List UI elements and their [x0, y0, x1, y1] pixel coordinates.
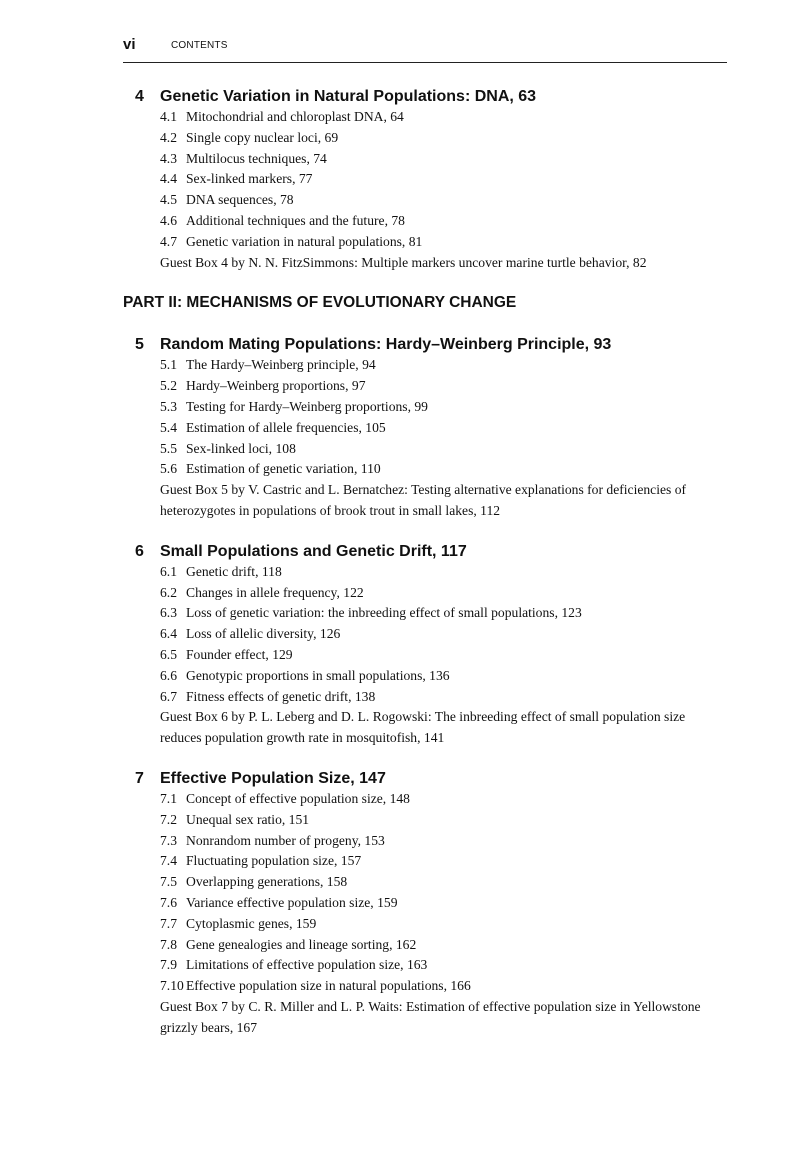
section-title: Limitations of effective population size, 163 [186, 957, 428, 973]
guest-box-entry[interactable]: Guest Box 5 by V. Castric and L. Bernatchez: Testing alternative explanations for deficiencies of heterozygotes in populations of brook trout in small lakes, 112 [160, 482, 687, 518]
section-title: Fitness effects of genetic drift, 138 [186, 688, 376, 704]
section-title: Multilocus techniques, 74 [186, 150, 327, 166]
part-heading: PART II: MECHANISMS OF EVOLUTIONARY CHANGE [123, 294, 517, 312]
chapter-number: 5 [135, 336, 144, 354]
section-entry[interactable] [123, 851, 733, 872]
chapter-number: 7 [135, 769, 144, 787]
section-entry[interactable] [123, 418, 733, 439]
section-title: Concept of effective population size, 148 [186, 790, 410, 806]
guest-box-entry[interactable]: Guest Box 6 by P. L. Leberg and D. L. Rogowski: The inbreeding effect of small population size reduces population growth rate in mosquitofish, 141 [160, 709, 686, 746]
section-number: 5.4 [160, 419, 177, 435]
section-entry[interactable] [123, 376, 733, 397]
section-number: 6.7 [160, 688, 177, 704]
section-number: 7.3 [160, 832, 177, 848]
section-entry[interactable] [123, 397, 733, 418]
chapter-title-text: Effective Population Size, 147 [160, 769, 386, 787]
section-number: 7.4 [160, 853, 177, 869]
running-title: CONTENTS [171, 40, 228, 51]
section-entry[interactable] [123, 893, 733, 914]
table-of-contents [123, 86, 733, 1057]
section-number: 7.10 [160, 978, 184, 994]
section-title: Estimation of allele frequencies, 105 [186, 419, 386, 435]
section-entry[interactable] [123, 169, 733, 190]
section-entry[interactable] [123, 459, 733, 480]
section-title: Fluctuating population size, 157 [186, 853, 362, 869]
section-entry[interactable] [123, 831, 733, 852]
section-number: 5.5 [160, 440, 177, 456]
section-title: Nonrandom number of progeny, 153 [186, 832, 385, 848]
section-title: Unequal sex ratio, 151 [186, 811, 310, 827]
section-entry[interactable] [123, 666, 733, 687]
running-header [123, 36, 727, 63]
section-title: Sex-linked loci, 108 [186, 440, 296, 456]
section-title: Testing for Hardy–Weinberg proportions, 99 [186, 398, 428, 414]
section-number: 7.5 [160, 874, 177, 890]
section-title: DNA sequences, 78 [186, 192, 294, 208]
section-entry[interactable] [123, 789, 733, 810]
section-number: 7.1 [160, 790, 177, 806]
section-title: Effective population size in natural populations, 166 [186, 978, 471, 994]
section-entry[interactable] [123, 107, 733, 128]
guest-box-entry[interactable]: Guest Box 4 by N. N. FitzSimmons: Multiple markers uncover marine turtle behavior, 82 [160, 254, 647, 270]
chapter-title[interactable] [123, 768, 733, 789]
section-entry[interactable] [123, 562, 733, 583]
section-title: Estimation of genetic variation, 110 [186, 461, 381, 477]
section-number: 7.2 [160, 811, 177, 827]
section-entry[interactable] [123, 624, 733, 645]
section-title: Mitochondrial and chloroplast DNA, 64 [186, 109, 404, 124]
section-title: Genetic drift, 118 [186, 563, 282, 579]
chapter-6 [123, 541, 733, 749]
section-number: 6.2 [160, 584, 177, 600]
section-number: 5.2 [160, 378, 177, 394]
section-number: 7.6 [160, 894, 177, 910]
section-entry[interactable] [123, 935, 733, 956]
chapter-title-text: Genetic Variation in Natural Populations: DNA, 63 [160, 88, 537, 105]
section-entry[interactable] [123, 149, 733, 170]
section-title: Gene genealogies and lineage sorting, 162 [186, 936, 417, 952]
section-number: 6.3 [160, 605, 177, 621]
section-number: 6.6 [160, 667, 177, 683]
section-number: 4.5 [160, 192, 177, 208]
section-number: 6.5 [160, 646, 177, 662]
section-number: 6.4 [160, 626, 177, 642]
section-number: 4.6 [160, 212, 177, 228]
section-title: The Hardy–Weinberg principle, 94 [186, 357, 376, 373]
chapter-title[interactable] [123, 86, 733, 107]
section-number: 5.1 [160, 357, 177, 373]
section-entry[interactable] [123, 914, 733, 935]
section-entry[interactable] [123, 355, 733, 376]
section-entry[interactable] [123, 810, 733, 831]
section-title: Overlapping generations, 158 [186, 874, 348, 890]
section-title: Additional techniques and the future, 78 [186, 212, 405, 228]
section-title: Genotypic proportions in small populations, 136 [186, 667, 450, 683]
section-entry[interactable] [123, 232, 733, 253]
section-entry[interactable] [123, 439, 733, 460]
chapter-number: 6 [135, 542, 144, 560]
section-title: Single copy nuclear loci, 69 [186, 129, 339, 145]
section-entry[interactable] [123, 976, 733, 997]
chapter-title[interactable] [123, 541, 733, 562]
section-title: Changes in allele frequency, 122 [186, 584, 364, 600]
section-title: Genetic variation in natural populations, 81 [186, 233, 423, 249]
chapter-5 [123, 334, 733, 521]
section-entry[interactable] [123, 687, 733, 708]
section-entry[interactable] [123, 955, 733, 976]
section-number: 4.3 [160, 150, 177, 166]
section-entry[interactable] [123, 128, 733, 149]
section-entry[interactable] [123, 211, 733, 232]
section-entry[interactable] [123, 645, 733, 666]
section-title: Founder effect, 129 [186, 646, 293, 662]
section-entry[interactable] [123, 603, 733, 624]
section-number: 7.9 [160, 957, 177, 973]
page-number: vi [123, 36, 136, 53]
chapter-number: 4 [135, 88, 144, 105]
section-entry[interactable] [123, 872, 733, 893]
section-number: 4.2 [160, 129, 177, 145]
chapter-title-text: Small Populations and Genetic Drift, 117 [160, 542, 467, 560]
section-entry[interactable] [123, 190, 733, 211]
chapter-title[interactable] [123, 334, 733, 355]
chapter-7 [123, 768, 733, 1039]
section-title: Variance effective population size, 159 [186, 894, 398, 910]
section-number: 4.4 [160, 171, 177, 187]
section-title: Loss of genetic variation: the inbreeding effect of small populations, 123 [186, 605, 582, 621]
section-title: Loss of allelic diversity, 126 [186, 626, 341, 642]
section-number: 6.1 [160, 563, 177, 579]
section-number: 5.6 [160, 461, 177, 477]
section-entry[interactable] [123, 583, 733, 604]
section-number: 7.7 [160, 915, 177, 931]
section-title: Sex-linked markers, 77 [186, 171, 313, 187]
guest-box-entry[interactable]: Guest Box 7 by C. R. Miller and L. P. Waits: Estimation of effective population size in Yellowstone grizzly bears, 167 [160, 998, 701, 1035]
section-number: 4.7 [160, 233, 177, 249]
chapter-4 [123, 86, 733, 273]
section-number: 7.8 [160, 936, 177, 952]
section-number: 4.1 [160, 109, 177, 124]
chapter-title-text: Random Mating Populations: Hardy–Weinberg Principle, 93 [160, 336, 612, 354]
section-number: 5.3 [160, 398, 177, 414]
section-title: Cytoplasmic genes, 159 [186, 915, 317, 931]
section-title: Hardy–Weinberg proportions, 97 [186, 378, 366, 394]
